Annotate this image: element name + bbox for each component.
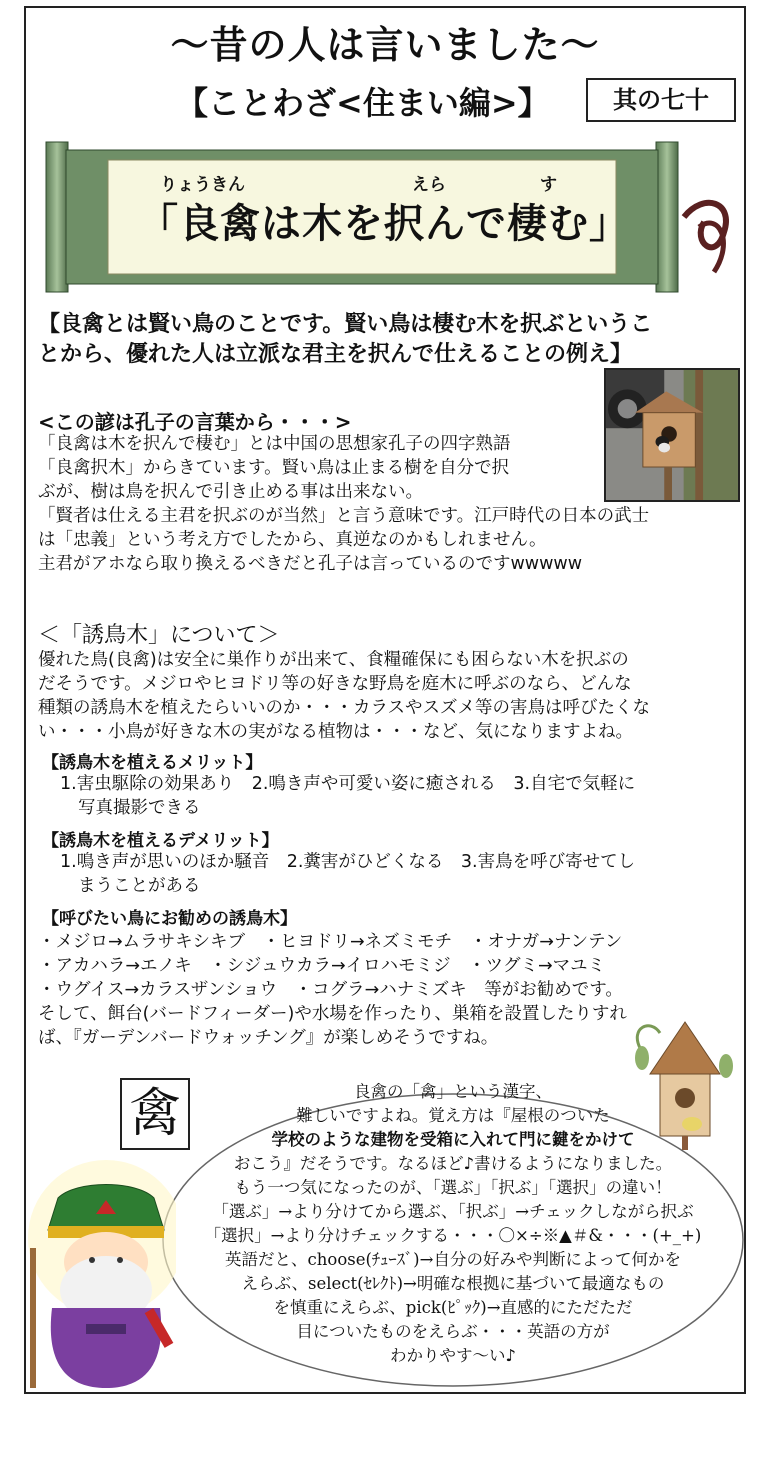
recommend-heading: 【呼びたい鳥にお勧めの誘鳥木】 [42,909,297,929]
text-line: い・・・小鳥が好きな木の実がなる植物は・・・など、気になりますよね。 [38,722,633,742]
text-line: 優れた鳥(良禽)は安全に巣作りが出来て、食糧確保にも困らない木を択ぶの [38,650,629,670]
text-line: だそうです。メジロやヒヨドリ等の好きな野鳥を庭木に呼ぶのなら、どんな [38,674,632,694]
text-line: 「良禽は木を択んで棲む」とは中国の思想家孔子の四字熟語 [38,434,511,454]
text-line: 「良禽択木」からきています。賢い鳥は止まる樹を自分で択 [38,458,510,478]
page-title: ～昔の人は言いました～ [170,23,600,67]
text-line: は「忠義」という考え方でしたから、真逆なのかもしれません。 [38,530,547,550]
text-line: 写真撮影できる [78,798,201,818]
attract-paragraph [38,648,742,744]
text-line: 「選択」→より分けチェックする・・・〇×÷※▲＃&・・・(+_+) [204,1226,702,1245]
merit-heading: 【誘鳥木を植えるメリット】 [42,753,263,773]
text-line: まうことがある [78,876,201,896]
text-line: えらぶ、select(ｾﾚｸﾄ)→明確な根拠に基づいて最適なもの [241,1274,665,1293]
demerit-heading: 【誘鳥木を植えるデメリット】 [42,831,279,851]
text-line: 目についたものをえらぶ・・・英語の方が [296,1322,610,1341]
old-sage-illustration [26,1158,176,1390]
text-line: 主君がアホなら取り換えるべきだと孔子は言っているのですwwwww [38,554,583,574]
text-line: もう一つ気になったのが、「選ぶ」「択ぶ」「選択」の違い！ [234,1178,672,1197]
text-line: 1.鳴き声が思いのほか騒音 2.糞害がひどくなる 3.害鳥を呼び寄せてし [60,852,636,872]
text-line: ・ウグイス→カラスザンショウ ・コグラ→ハナミズキ 等がお勧めです。 [38,980,623,1000]
ruby-ryoukin: りょうきん [160,175,245,195]
text-line: 学校のような建物を受箱に入れて門に鍵をかけて [271,1130,635,1149]
issue-number-badge: 其の七十 [586,78,736,122]
text-line: おこう』だそうです。なるほど♪書けるようになりました。 [233,1154,673,1173]
text-line: 難しいですよね。覚え方は『屋根のついた [296,1106,610,1125]
newsletter-frame [24,6,746,1394]
ruby-era: えら [412,175,446,195]
text-line: ・メジロ→ムラサキシキブ ・ヒヨドリ→ネズミモチ ・オナガ→ナンテン [38,932,623,952]
attract-heading: ＜「誘鳥木」について＞ [38,623,280,648]
text-line: そして、餌台(バードフィーダー)や水場を作ったり、巣箱を設置したりすれ [38,1004,627,1024]
text-line: ・アカハラ→エノキ ・シジュウカラ→イロハモミジ ・ツグミ→マユミ [38,956,606,976]
demerit-list [60,850,740,898]
origin-heading: <この諺は孔子の言葉から・・・> [38,410,352,434]
text-line: 英語だと、choose(ﾁｭｰｽﾞ)→自分の好みや判断によって何かを [225,1250,681,1269]
text-line: わかりやす～い♪ [389,1346,517,1365]
summary-text [38,310,738,370]
text-line: 種類の誘鳥木を植えたらいいのか・・・カラスやスズメ等の害鳥は呼びたくな [38,698,650,718]
text-line: ぶが、樹は鳥を択んで引き止める事は出来ない。 [38,482,423,502]
merit-list [60,772,740,820]
proverb-text: 「良禽は木を択んで棲む」 [138,201,630,247]
kanji-box: 禽 [120,1078,190,1150]
text-line: 「選ぶ」→より分けてから選ぶ、「択ぶ」→チェックしながら択ぶ [212,1202,694,1221]
summary-line: 【良禽とは賢い鳥のことです。賢い鳥は棲む木を択ぶというこ [38,312,653,337]
origin-paragraph [38,432,649,576]
ruby-su: す [540,175,557,195]
text-line: 良禽の「禽」という漢字、 [354,1082,552,1101]
text-line: 1.害虫駆除の効果あり 2.鳴き声や可愛い姿に癒される 3.自宅で気軽に [60,774,636,794]
text-line: ば、『ガーデンバードウォッチング』が楽しめそうですね。 [38,1028,499,1048]
section-subtitle: 【ことわざ<住まい編>】 [176,84,550,122]
bubble-text [158,1080,746,1368]
text-line: を慎重にえらぶ、pick(ﾋﾟｯｸ)→直感的にただただ [273,1298,633,1317]
summary-line: とから、優れた人は立派な君主を択んで仕えることの例え】 [38,342,633,367]
text-line: 「賢者は仕える主君を択ぶのが当然」と言う意味です。江戸時代の日本の武士 [38,506,650,526]
